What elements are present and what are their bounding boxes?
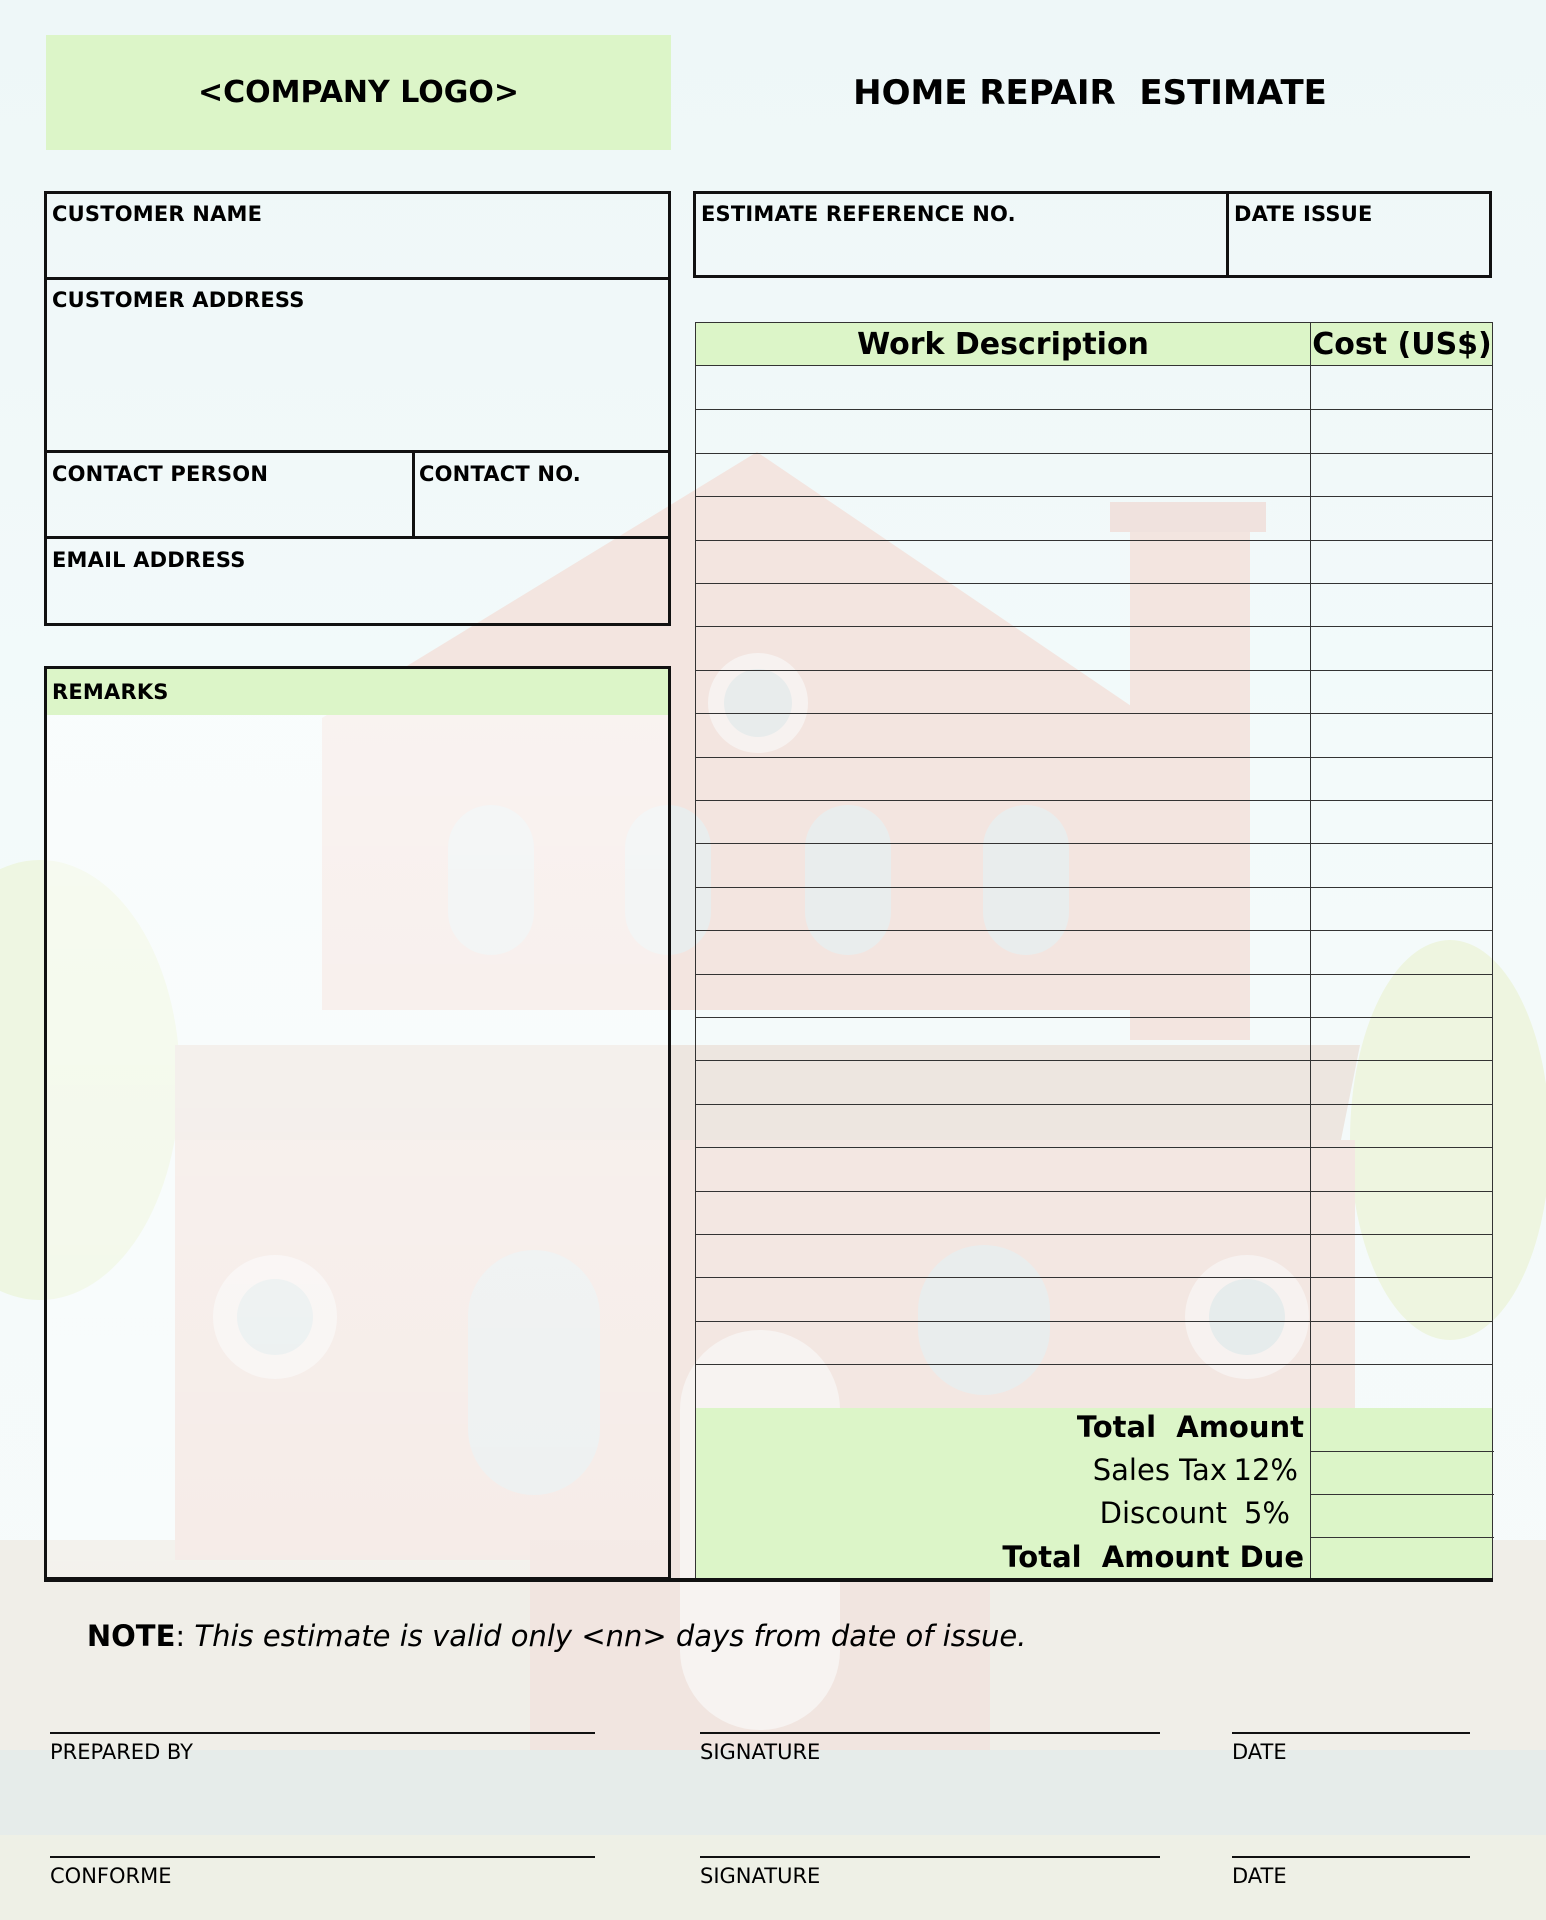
note-bold-label: NOTE xyxy=(86,1619,176,1653)
table-row[interactable] xyxy=(696,410,1492,453)
table-row[interactable] xyxy=(696,714,1492,757)
date-issue-label: DATE ISSUE xyxy=(1234,202,1373,226)
discount-rate: 5% xyxy=(1243,1496,1290,1530)
table-row[interactable] xyxy=(696,497,1492,540)
email-address-label: EMAIL ADDRESS xyxy=(52,548,246,572)
company-logo-text: <COMPANY LOGO> xyxy=(197,75,520,110)
document-title xyxy=(700,35,1480,150)
table-row[interactable] xyxy=(696,541,1492,584)
table-row[interactable] xyxy=(696,975,1492,1018)
table-row[interactable] xyxy=(696,1192,1492,1235)
customer-name-label: CUSTOMER NAME xyxy=(52,202,263,226)
signature-label-1: SIGNATURE xyxy=(700,1740,821,1764)
table-row[interactable] xyxy=(696,758,1492,801)
table-row[interactable] xyxy=(696,1018,1492,1061)
note-colon: : xyxy=(175,1619,186,1653)
conforme-label: CONFORME xyxy=(50,1864,172,1888)
remarks-label: REMARKS xyxy=(52,680,169,704)
remarks-box xyxy=(44,666,671,1580)
table-row[interactable] xyxy=(696,844,1492,887)
table-row[interactable] xyxy=(696,1365,1492,1408)
table-bottom-rule xyxy=(44,1578,1493,1582)
estimate-info-box xyxy=(693,191,1492,278)
discount-label: Discount xyxy=(1099,1496,1227,1530)
totals-cell-divider xyxy=(1310,1537,1494,1538)
contact-person-label: CONTACT PERSON xyxy=(52,462,269,486)
sales-tax-label: Sales Tax xyxy=(1092,1453,1227,1487)
signature-line-1[interactable] xyxy=(700,1732,1160,1734)
table-row[interactable] xyxy=(696,454,1492,497)
document-title-text: HOME REPAIR ESTIMATE xyxy=(853,72,1327,113)
contact-no-label: CONTACT NO. xyxy=(419,462,581,486)
totals-cell-divider xyxy=(1310,1494,1494,1495)
table-row[interactable] xyxy=(696,1322,1492,1365)
estimate-reference-label: ESTIMATE REFERENCE NO. xyxy=(701,202,1016,226)
column-divider xyxy=(1310,323,1311,1581)
signature-line-2[interactable] xyxy=(700,1856,1160,1858)
totals-cell-divider xyxy=(1310,1451,1494,1452)
table-row[interactable] xyxy=(696,671,1492,714)
table-row[interactable] xyxy=(696,367,1492,410)
date-line-2[interactable] xyxy=(1232,1856,1470,1858)
table-row[interactable] xyxy=(696,1148,1492,1191)
conforme-line[interactable] xyxy=(50,1856,595,1858)
prepared-by-line[interactable] xyxy=(50,1732,595,1734)
date-line-1[interactable] xyxy=(1232,1732,1470,1734)
table-row[interactable] xyxy=(696,1235,1492,1278)
date-label-1: DATE xyxy=(1232,1740,1287,1764)
company-logo-placeholder xyxy=(46,35,671,150)
prepared-by-label: PREPARED BY xyxy=(50,1740,194,1764)
col-desc-header: Work Description xyxy=(857,327,1149,362)
table-row[interactable] xyxy=(696,584,1492,627)
table-row[interactable] xyxy=(696,931,1492,974)
total-amount-label: Total Amount xyxy=(1076,1410,1304,1444)
validity-note xyxy=(50,1585,1026,1687)
table-row[interactable] xyxy=(696,1105,1492,1148)
table-row[interactable] xyxy=(696,888,1492,931)
signature-label-2: SIGNATURE xyxy=(700,1864,821,1888)
customer-address-label: CUSTOMER ADDRESS xyxy=(52,288,305,312)
total-amount-due-label: Total Amount Due xyxy=(1002,1540,1304,1574)
table-row[interactable] xyxy=(696,1278,1492,1321)
col-cost-header: Cost (US$) xyxy=(1312,327,1492,362)
customer-info-box xyxy=(44,191,671,626)
table-row[interactable] xyxy=(696,627,1492,670)
table-row[interactable] xyxy=(696,801,1492,844)
work-table xyxy=(695,322,1493,1580)
note-text: This estimate is valid only <nn> days from date of issue. xyxy=(185,1619,1027,1653)
sales-tax-rate: 12% xyxy=(1233,1453,1298,1487)
table-row[interactable] xyxy=(696,1061,1492,1104)
date-label-2: DATE xyxy=(1232,1864,1287,1888)
